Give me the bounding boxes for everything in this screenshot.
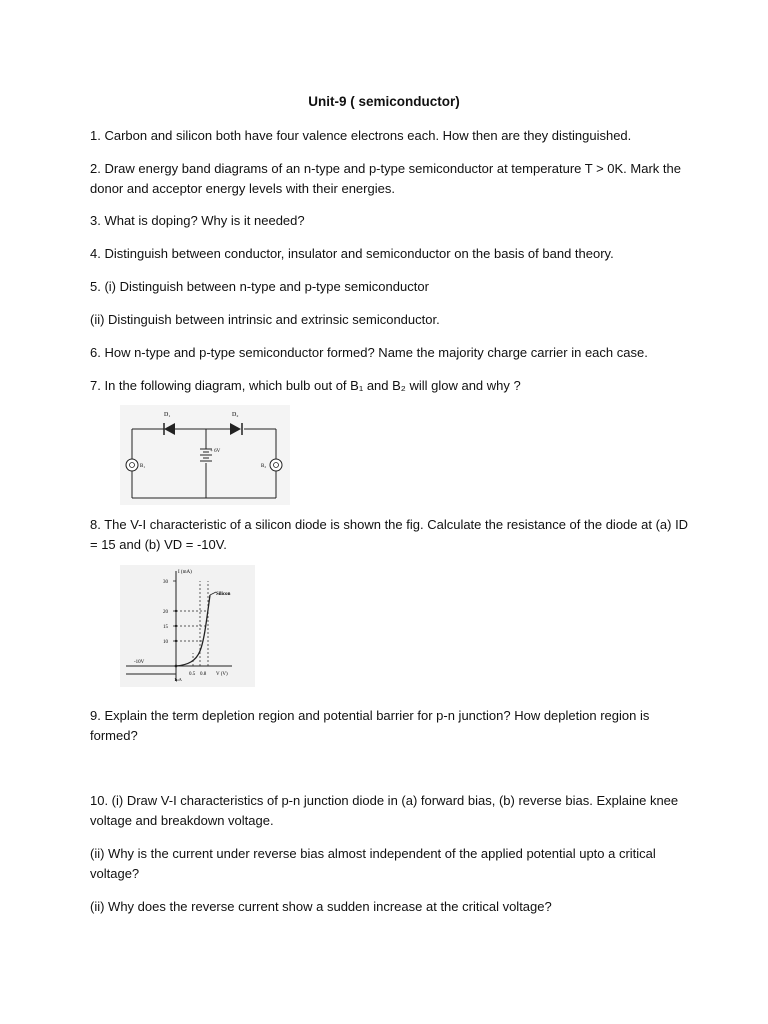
question-5-i: 5. (i) Distinguish between n-type and p-type semiconductor — [90, 279, 429, 294]
question-2: 2. Draw energy band diagrams of an n-type and p-type semiconductor at temperature T > 0K. Mark the donor and acceptor energy levels with their energies. — [90, 161, 681, 196]
question-10-ii: (ii) Why is the current under reverse bias almost independent of the applied potential upto a critical voltage? — [90, 846, 656, 881]
page-title: Unit-9 ( semiconductor) — [308, 94, 460, 109]
battery-label: + 6V — [210, 449, 221, 454]
d2-label: D₂ — [232, 412, 239, 418]
y-tick-30: 30 — [163, 580, 168, 585]
neg-i-label: 1μA — [174, 677, 182, 682]
question-10-i: 10. (i) Draw V-I characteristics of p-n junction diode in (a) forward bias, (b) reverse bias. Explaine knee voltage and breakdown voltage. — [90, 793, 679, 828]
question-1: 1. Carbon and silicon both have four valence electrons each. How then are they distinguished. — [90, 128, 632, 143]
x-tick-0-8: 0.8 — [200, 672, 207, 677]
b1-label: B₁ — [140, 464, 146, 469]
question-7: 7. In the following diagram, which bulb out of B₁ and B₂ will glow and why ? — [90, 378, 521, 393]
y-tick-10: 10 — [163, 640, 168, 645]
y-tick-15: 15 — [163, 625, 168, 630]
question-8: 8. The V-I characteristic of a silicon diode is shown the fig. Calculate the resistance of the diode at (a) ID = 15 and (b) VD = -10V. — [90, 517, 689, 552]
y-tick-20: 20 — [163, 610, 168, 615]
x-axis-label: V (V) — [216, 672, 228, 677]
vi-characteristic-graph — [120, 565, 255, 687]
neg-v-label: -10V — [134, 660, 145, 665]
question-5-ii: (ii) Distinguish between intrinsic and extrinsic semiconductor. — [90, 312, 440, 327]
question-6: 6. How n-type and p-type semiconductor formed? Name the majority charge carrier in each case. — [90, 345, 648, 360]
circuit-diagram — [120, 405, 290, 505]
question-3: 3. What is doping? Why is it needed? — [90, 213, 305, 228]
curve-label: Silicon — [216, 592, 231, 597]
bulb-b2 — [270, 459, 282, 471]
question-9: 9. Explain the term depletion region and potential barrier for p-n junction? How depletion region is formed? — [90, 708, 650, 743]
question-4: 4. Distinguish between conductor, insulator and semiconductor on the basis of band theory. — [90, 246, 614, 261]
question-10-iii: (ii) Why does the reverse current show a sudden increase at the critical voltage? — [90, 899, 552, 914]
bulb-b1 — [126, 459, 138, 471]
y-axis-label: I (mA) — [178, 570, 192, 575]
x-tick-0-5: 0.5 — [189, 672, 196, 677]
d1-label: D₁ — [164, 412, 171, 418]
b2-label: B₂ — [261, 464, 267, 469]
